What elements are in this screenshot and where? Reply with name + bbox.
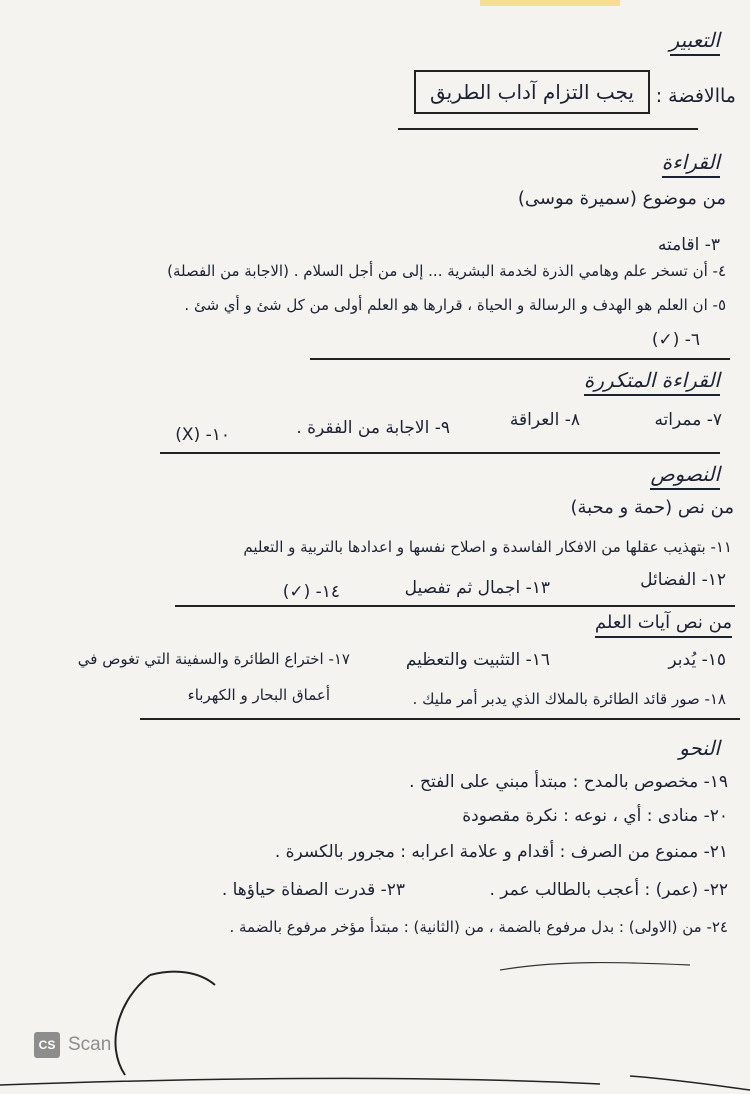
ta3beer-prefix: ماالافضة : [655,85,736,107]
ta3beer-answer-box: يجب التزام آداب الطريق [414,70,650,114]
qm-item-8: ٨- العراقة [509,410,580,430]
heading-ta3beer: التعبير [670,28,720,56]
nahw-line-22: ٢٢- (عمر) : أعجب بالطالب عمر . [489,880,728,900]
camscanner-logo: CS [34,1032,60,1058]
nusoos-line-18: ١٨- صور قائد الطائرة بالملاك الذي يدبر أمر مليك . [412,690,726,708]
camscanner-watermark [34,1032,111,1058]
nusoos-line-15: ١٥- يُدبر [668,650,726,670]
nusoos-line-11: ١١- بتهذيب عقلها من الافكار الفاسدة و اصلاح نفسها و اعدادها بالتربية و التعليم [243,538,732,556]
divider [175,605,735,607]
nahw-line-23: ٢٣- قدرت الصفاة حياؤها . [221,880,405,900]
divider [310,358,730,360]
nusoos-line-17: ١٧- اختراع الطائرة والسفينة التي تغوص في [77,650,350,668]
qiraa-line-4: ٤- أن تسخر علم وهامي الذرة لخدمة البشرية ... إلى من أجل السلام . (الاجابة من الفصلة) [167,262,726,280]
heading-nahw: النحو [679,736,720,760]
watermark-text: Scan [68,1034,112,1055]
nusoos-line-16: ١٦- التثبيت والتعظيم [405,650,550,670]
heading-qiraa-mutakarrira: القراءة المتكررة [584,368,720,396]
nusoos-sub1: من نص (حمة و محبة) [570,497,734,518]
nusoos-line-17-cont: أعماق البحار و الكهرباء [187,686,330,704]
qm-item-10: ١٠- (X) [175,425,230,445]
qiraa-line-5: ٥- ان العلم هو الهدف و الرسالة و الحياة ، قرارها هو العلم أولى من كل شئ و أي شئ . [184,296,726,314]
nahw-line-24: ٢٤- من (الاولى) : بدل مرفوع بالضمة ، من (الثانية) : مبتدأ مؤخر مرفوع بالضمة . [229,918,728,936]
nusoos-line-14: ١٤- (✓) [282,582,340,602]
qm-item-7: ٧- ممراته [654,410,722,430]
heading-qiraa: القراءة [662,150,720,178]
nusoos-line-13: ١٣- اجمال ثم تفصيل [404,578,550,598]
nahw-line-19: ١٩- مخصوص بالمدح : مبتدأ مبني على الفتح . [409,772,728,792]
qiraa-sub: من موضوع (سميرة موسى) [517,188,726,209]
qm-item-9: ٩- الاجابة من الفقرة . [296,418,450,438]
nahw-line-20: ٢٠- منادى : أي ، نوعه : نكرة مقصودة [462,806,728,826]
nahw-line-21: ٢١- ممنوع من الصرف : أقدام و علامة اعرابه : مجرور بالكسرة . [274,842,728,862]
heading-nusoos: النصوص [650,462,720,490]
divider [398,128,698,130]
divider [140,718,740,720]
nusoos-sub2: من نص آيات العلم [595,612,732,638]
nusoos-line-12: ١٢- الفضائل [640,570,726,590]
divider [160,452,720,454]
qiraa-line-6: ٦- (✓) [651,330,700,350]
qiraa-line-3: ٣- اقامته [657,235,720,255]
